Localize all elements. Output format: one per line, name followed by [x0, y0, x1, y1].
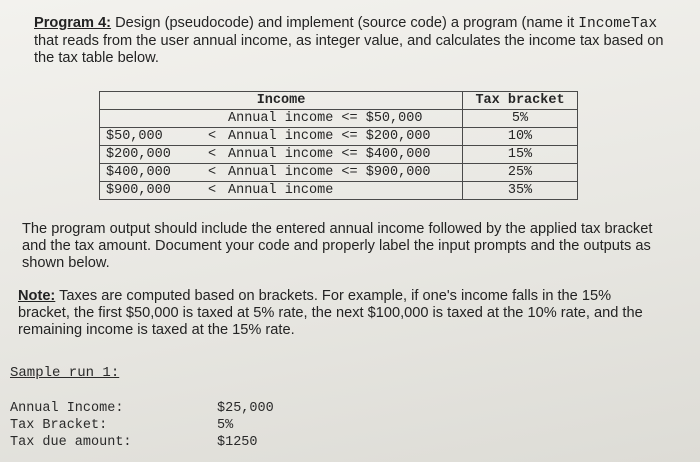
income-lower-bound: $200,000 — [106, 147, 171, 162]
table-row — [100, 164, 578, 182]
table-row — [100, 182, 578, 200]
sample-run-label: Tax due amount: — [10, 435, 132, 450]
note-line-1-text: Taxes are computed based on brackets. For example, if one's income falls in the 15% — [55, 288, 612, 304]
income-lower-bound: $900,000 — [106, 183, 171, 198]
sample-run-value: $1250 — [217, 435, 258, 450]
intro-line-3: the tax table below. — [34, 50, 159, 66]
program-label: Program 4: — [34, 15, 112, 31]
sample-run-row — [10, 400, 274, 417]
tax-table-header-row — [100, 92, 578, 110]
sample-run-label: Tax Bracket: — [10, 418, 108, 433]
header-tax-bracket: Tax bracket — [463, 92, 578, 110]
output-line-1: The program output should include the entered annual income followed by the applied tax bracket — [22, 221, 653, 237]
less-than-sign: < — [208, 165, 217, 180]
income-condition: Annual income <= $900,000 — [228, 165, 431, 180]
tax-rate: 25% — [463, 164, 578, 182]
table-row — [100, 110, 578, 128]
income-range — [100, 110, 463, 128]
note-line-1 — [18, 288, 700, 305]
intro-line-2: that reads from the user annual income, as integer value, and calculates the income tax based on — [34, 33, 664, 49]
header-income: Income — [100, 92, 463, 110]
assignment-intro — [34, 15, 700, 67]
income-lower-bound: $50,000 — [106, 129, 163, 144]
tax-rate: 35% — [463, 182, 578, 200]
intro-line-1-text: Design (pseudocode) and implement (source code) a program (name it — [111, 15, 579, 31]
tax-rate: 15% — [463, 146, 578, 164]
income-range — [100, 128, 463, 146]
table-row — [100, 128, 578, 146]
less-than-sign: < — [208, 183, 217, 198]
tax-rate: 10% — [463, 128, 578, 146]
note-label: Note: — [18, 288, 56, 304]
program-name: IncomeTax — [578, 16, 658, 32]
table-row — [100, 146, 578, 164]
output-requirements — [22, 221, 700, 272]
income-condition: Annual income <= $50,000 — [228, 111, 423, 126]
note-line-3: remaining income is taxed at the 15% rate. — [18, 322, 295, 338]
income-condition: Annual income <= $400,000 — [228, 147, 431, 162]
income-lower-bound: $400,000 — [106, 165, 171, 180]
sample-run-title: Sample run 1: — [10, 365, 120, 381]
output-line-3: shown below. — [22, 255, 110, 271]
tax-table — [99, 91, 578, 200]
income-range — [100, 164, 463, 182]
note-paragraph — [18, 288, 700, 339]
income-condition: Annual income — [228, 183, 334, 198]
sample-run-value: 5% — [217, 418, 234, 433]
note-line-2: bracket, the first $50,000 is taxed at 5% rate, the next $100,000 is taxed at the 10% rate, and the — [18, 305, 643, 321]
sample-run-row — [10, 417, 233, 434]
income-range — [100, 182, 463, 200]
sample-run-label: Annual Income: — [10, 401, 124, 416]
income-condition: Annual income <= $200,000 — [228, 129, 431, 144]
sample-run-row — [10, 434, 258, 451]
intro-line-1 — [34, 15, 700, 33]
output-line-2: and the tax amount. Document your code and properly label the input prompts and the outputs as — [22, 238, 651, 254]
tax-rate: 5% — [463, 110, 578, 128]
less-than-sign: < — [208, 147, 217, 162]
income-range — [100, 146, 463, 164]
sample-run-value: $25,000 — [217, 401, 274, 416]
less-than-sign: < — [208, 129, 217, 144]
